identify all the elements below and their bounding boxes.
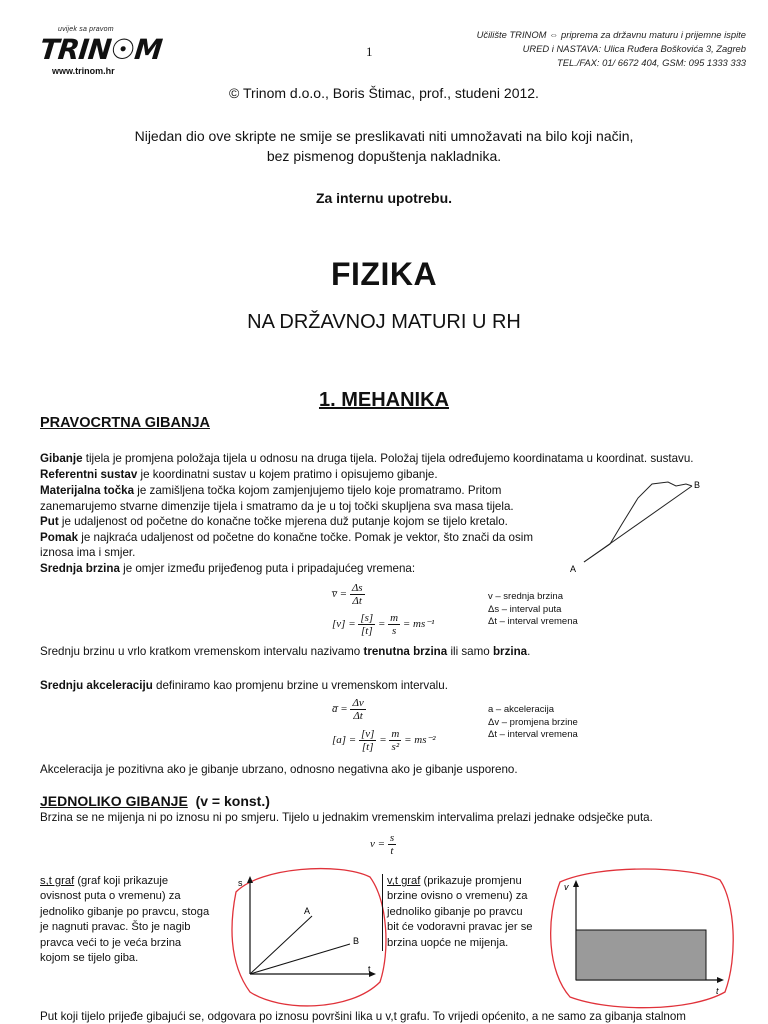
definitions-block — [40, 483, 560, 577]
ref-text: je koordinatni sustav u kojem pratimo i opisujemo gibanje. — [137, 467, 438, 481]
trenutna-brzina-text — [40, 644, 740, 660]
st-graph — [220, 862, 390, 1012]
st-line-b-label: B — [353, 936, 360, 946]
v-formula-num: Δs — [351, 582, 363, 594]
akc-text: definiramo kao promjenu brzine u vremenskom intervalu. — [152, 679, 448, 692]
term-referentni-sustav: Referentni sustav — [40, 467, 138, 481]
st-text-1: (graf koji prikazuje — [77, 875, 169, 887]
vt-text-1: (prikazuje promjenu — [423, 875, 522, 887]
st-text-3: jednoliko gibanje po pravcu, stoga — [40, 905, 210, 918]
a-unit-mid-num: m — [391, 728, 400, 740]
page-subtitle: NA DRŽAVNOJ MATURI U RH — [247, 311, 521, 333]
copyright: © Trinom d.o.o., Boris Štimac, prof., studeni 2012. — [229, 85, 539, 101]
trenutna-mid: ili samo — [447, 645, 493, 658]
term-srednja-akceleracija: Srednju akceleraciju — [40, 679, 153, 692]
v-unit-den: [t] — [360, 625, 373, 637]
pomak-text: je najkraća udaljenost od početne do konačne točke. Pomak je vektor, što znači da osim iznosa ima i smjer. — [40, 530, 534, 560]
st-y-arrow-icon — [247, 876, 253, 883]
v-unit-mid-num: m — [390, 612, 399, 624]
jednoliko-condition: (v = konst.) — [195, 793, 270, 809]
gibanje-text: tijela je promjena položaja tijela u odnosu na druga tijela. Položaj tijela određujemo koordinatama u koordinat. sustavu. — [82, 452, 694, 465]
st-text-2: ovisnost puta o vremenu) za — [40, 890, 181, 903]
logo: TRIN☉M — [38, 33, 164, 66]
v-formula-den: Δt — [352, 595, 362, 607]
path-displacement-diagram — [560, 474, 720, 574]
vt-axis-x-label: t — [716, 986, 719, 996]
logo-url: www.trinom.hr — [52, 66, 115, 76]
jed-formula-num: s — [389, 832, 395, 844]
velocity-formula — [332, 582, 365, 607]
v-unit-rhs: = ms⁻¹ — [402, 618, 435, 631]
a-legend-2: Δv – promjena brzine — [488, 716, 578, 728]
acceleration-formula — [332, 697, 366, 722]
page-number: 1 — [366, 44, 373, 59]
vt-x-arrow-icon — [717, 977, 724, 983]
acceleration-legend — [488, 704, 578, 742]
header-line-3: TEL./FAX: 01/ 6672 404, GSM: 095 1333 333 — [556, 57, 746, 68]
subsection-heading-pravocrtna: PRAVOCRTNA GIBANJA — [40, 415, 210, 431]
a-formula-den: Δt — [353, 710, 363, 722]
vt-y-arrow-icon — [573, 880, 579, 887]
st-axis-x-label: t — [368, 964, 371, 974]
vt-text-2: brzine ovisno o vremenu) za — [387, 890, 528, 903]
st-graph-annotation-circle — [232, 869, 386, 1006]
jed-formula-lhs: v = — [370, 838, 386, 851]
subsection-heading-jednoliko — [40, 793, 270, 809]
term-put: Put — [40, 515, 59, 529]
a-formula-lhs: a̅ = — [332, 703, 348, 716]
path-label-b: B — [694, 480, 701, 490]
v-unit-mid-den: s — [391, 625, 397, 637]
mat-text: je zamišljena točka kojom zamjenjujemo tijelo koje promatramo. Pritom zanemarujemo stvarne dimenzije tijela i smatramo da je u toj točki skupljena sva masa tijela. — [40, 484, 514, 513]
a-unit-num: [v] — [360, 728, 375, 740]
jednoliko-formula — [370, 832, 396, 857]
header-line-1: Učilište TRINOM ⇔ priprema za državnu maturu i prijemne ispite — [476, 29, 746, 40]
a-legend-3: Δt – interval vremena — [488, 729, 578, 740]
v-legend-3: Δt – interval vremena — [488, 616, 578, 627]
jednoliko-text: Brzina se ne mijenja ni po iznosu ni po smjeru. Tijelo u jednakim vremenskim intervalima prelazi jednake odsječke puta. — [40, 811, 653, 824]
header-line-2: URED i NASTAVA: Ulica Ruđera Boškovića 3, Zagreb — [522, 43, 746, 54]
term-trenutna-brzina: trenutna brzina — [363, 645, 448, 658]
logo-tagline: uvijek sa pravom — [58, 26, 114, 33]
trenutna-end: . — [527, 645, 531, 658]
trenutna-text: Srednju brzinu u vrlo kratkom vremenskom intervalu nazivamo — [40, 645, 364, 658]
a-unit-den: [t] — [361, 741, 374, 753]
v-formula-lhs: v̅ = — [332, 588, 348, 601]
akceleracija-text — [40, 678, 740, 694]
st-text-4: je nagnuti pravac. Što je nagib — [40, 921, 191, 934]
v-unit-num: [s] — [360, 612, 374, 624]
v-legend-2: Δs – interval puta — [488, 603, 562, 615]
acceleration-unit-formula: [a] = $\frac{[v]}{[t]}$ = $\frac{m}{\text{s²}}$ = ms⁻² — [332, 728, 436, 753]
rights-line-2: bez pismenog dopuštenja nakladnika. — [266, 148, 502, 164]
jed-formula-den: t — [390, 845, 394, 857]
jednoliko-heading: JEDNOLIKO GIBANJE — [40, 793, 188, 809]
a-legend-1: a – akceleracija — [488, 704, 555, 715]
header-contact — [477, 28, 746, 70]
page-title: FIZIKA — [330, 256, 438, 292]
vt-term: v,t graf — [387, 875, 421, 887]
st-line-a-label: A — [304, 906, 311, 916]
term-brzina: brzina — [492, 645, 528, 658]
v-legend-1: v – srednja brzina — [488, 591, 563, 602]
last-line-text: Put koji tijelo prijeđe gibajući se, odgovara po iznosu površini lika u v,t grafu. To vrijedi općenito, a ne samo za gibanja stalnom — [40, 1010, 686, 1023]
vt-axis-y-label: v — [564, 882, 569, 892]
st-text-6: kojom se tijelo giba. — [40, 952, 139, 965]
rights-line-1: Nijedan dio ove skripte ne smije se preslikavati niti umnožavati na bilo koji način, — [134, 128, 634, 144]
velocity-legend — [488, 591, 578, 629]
vt-text-5: brzina uopće ne mijenja. — [387, 936, 509, 949]
st-line-b — [250, 944, 350, 974]
a-unit-mid-den: s² — [391, 741, 400, 753]
vt-area-rectangle — [576, 930, 706, 980]
a-formula-num: Δv — [352, 697, 364, 709]
a-unit-rhs: = ms⁻² — [404, 734, 436, 747]
vt-graph — [540, 862, 740, 1012]
akceleracija-sign-text: Akceleracija je pozitivna ako je gibanje ubrzano, odnosno negativna ako je gibanje usporeno. — [40, 763, 518, 776]
term-srednja-brzina: Srednja brzina — [40, 561, 120, 575]
vt-text-4: bit će vodoravni pravac jer se — [387, 921, 533, 934]
put-text: je udaljenost od početne do konačne točke mjerena duž putanje kojom se tijelo kretalo. — [58, 515, 508, 529]
vt-text-3: jednoliko gibanje po pravcu — [387, 905, 523, 918]
velocity-unit-formula: [v] = $\frac{[s]}{[t]}$ = $\frac{m}{s}$ = ms⁻¹ — [332, 612, 435, 637]
v-unit-lhs: [v] = — [332, 618, 356, 631]
st-term: s,t graf — [40, 875, 75, 887]
st-line-a — [250, 916, 312, 974]
st-graph-description — [40, 874, 230, 966]
term-materijalna-tocka: Materijalna točka — [40, 484, 135, 497]
rights-notice — [0, 126, 768, 166]
a-unit-lhs: [a] = — [332, 734, 357, 747]
st-text-5: pravca veći to je veća brzina — [40, 936, 182, 949]
vt-graph-description — [382, 874, 562, 951]
path-label-a: A — [570, 564, 577, 574]
term-gibanje: Gibanje — [40, 452, 83, 465]
internal-use: Za internu upotrebu. — [315, 190, 453, 206]
term-pomak: Pomak — [40, 530, 79, 544]
section-heading: 1. MEHANIKA — [318, 389, 449, 411]
srednja-text: je omjer između prijeđenog puta i pripadajućeg vremena: — [119, 561, 416, 575]
st-axis-y-label: s — [238, 878, 243, 888]
